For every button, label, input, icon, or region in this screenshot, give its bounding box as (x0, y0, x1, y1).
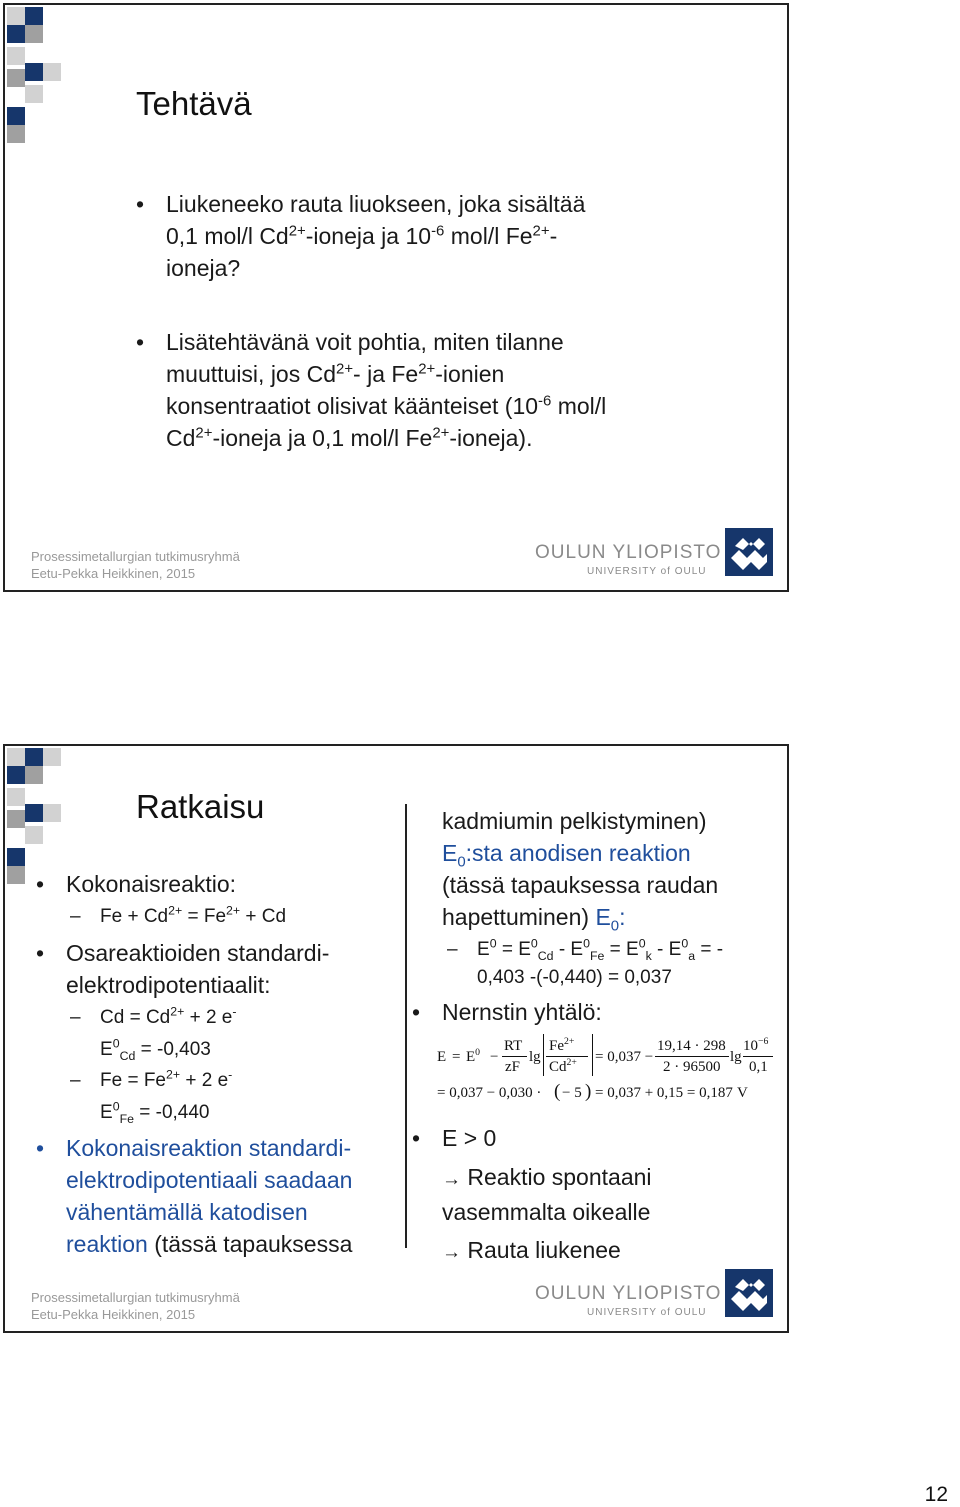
fraction-bar (655, 1056, 729, 1057)
fraction-bar (743, 1056, 773, 1057)
slide-tehtava: Tehtävä • Liukeneeko rauta liuokseen, joka sisältää 0,1 mol/l $Cd^{2+}$-ioneja ja $10^{-6}$ mol/l $Fe^{2+}-$ ioneja? • Lisätehtävänä voit pohtia, miten tilanne muuttuisi, jos $Cd^{2+}-$ ja $Fe^{2+}$-ionien konsentraatiot olisivat käänteiset ($10^{-6}$ mol/l $Cd^{2+}$-ioneja ja 0,1 mol/l $Fe^{2+}-ioneja$). Prosessimetallurgian tutkimusryhmä Eetu-Pekka Heikkinen, 2015 OULUN YLIOPISTO UNIVERSITY of OULU (3, 3, 789, 592)
fraction-bar (502, 1056, 527, 1057)
bullet-extra-task: • Lisätehtävänä voit pohtia, miten tilanne muuttuisi, jos $Cd^{2+}-$ ja $Fe^{2+}$-ionien konsentraatiot olisivat käänteiset ($10^{-6}$ mol/l $Cd^{2+}$-ioneja ja 0,1 mol/l $Fe^{2+}-ioneja$). (136, 329, 607, 451)
arrow-icon: → (442, 1169, 461, 1190)
slide-title: Ratkaisu (136, 788, 265, 825)
slide-ratkaisu: Ratkaisu • Kokonaisreaktio: – $Fe + Cd^{2+} = Fe^{2+} + Cd$ • Osareaktioiden standardi- elektrodipotentiaalit: – $Cd = Cd^{2+} + 2$ e- $E^0_{Cd} = -0,403$ – $Fe = Fe^{2+} + 2$ e- $E^0_{Fe} = -0,440$ • Kokonaisreaktion standardi- elektrodipotentiaali saadaan vähentämällä katodisen reaktion (tässä tapauksessa kadmiumin pelkistyminen) $E_0:sta$ anodisen reaktion (tässä tapauksessa raudan hapettuminen) $E_0$: – $E^0 = E^0_{Cd} - E^0_{Fe} = E^0_k - E^0_a$ = - 0,403 -(-0,440) = 0,037 • Nernstin yhtälö: E = $E^0$ − RT zF lg $Fe^{2+}$ $Cd^{2+}$ = 0,037 − 19,14 · 298 2 · 96500 lg $10^{-6}$ 0,1 = 0,037 − 0,030 · ( − 5 ) = 0,037 + 0,15 = 0,187 V • E > 0 → Reaktio spontaani vasemmalta oikealle → Rauta liukenee Prosessimetallurgian tutkimusryhmä Eetu-Pekka Heikkinen, 2015 OULUN YLIOPISTO UNIVERSITY of OULU (3, 744, 789, 1333)
bullet-question: • Liukeneeko rauta liuokseen, joka sisältää 0,1 mol/l $Cd^{2+}$-ioneja ja $10^{-6}$ mol/l $Fe^{2+}-$ ioneja? (136, 191, 586, 281)
half-reaction-cd: – $Cd = Cd^{2+} + 2$ e- (70, 1004, 237, 1028)
university-crest-icon (725, 1269, 773, 1317)
bullet-e-positive: • E > 0 (412, 1125, 497, 1151)
half-reaction-fe: – $Fe = Fe^{2+} + 2$ e- (70, 1067, 233, 1091)
page-number: 12 (924, 1483, 948, 1506)
potential-calculation: – $E^0 = E^0_{Cd} - E^0_{Fe} = E^0_k - E^0_a$ = - 0,403 -(-0,440) = 0,037 (447, 936, 724, 988)
potential-fe: $E^0_{Fe} = -0,440$ (100, 1099, 210, 1126)
university-crest-icon (725, 528, 773, 576)
column-divider (405, 804, 407, 1248)
conclusion: → Reaktio spontaani vasemmalta oikealle → Rauta liukenee (442, 1164, 652, 1263)
right-column-text: kadmiumin pelkistyminen) $E_0:sta$ anodisen reaktion (tässä tapauksessa raudan hapettuminen) $E_0$: (442, 808, 719, 935)
overall-reaction-equation: – $Fe + Cd^{2+} = Fe^{2+} + Cd$ (70, 903, 287, 927)
bullet-half-reactions: • Osareaktioiden standardi- elektrodipotentiaalit: (36, 940, 330, 998)
bullet-overall-potential: • Kokonaisreaktion standardi- elektrodipotentiaali saadaan vähentämällä katodisen reaktion (tässä tapauksessa (36, 1135, 353, 1257)
potential-cd: $E^0_{Cd} = -0,403$ (100, 1036, 211, 1063)
bullet-overall-reaction: • Kokonaisreaktio: (36, 871, 237, 897)
bullet-nernst: • Nernstin yhtälö: (412, 999, 602, 1025)
slide-title: Tehtävä (136, 85, 252, 122)
footer: Prosessimetallurgian tutkimusryhmä Eetu-Pekka Heikkinen, 2015 (31, 549, 240, 581)
arrow-icon: → (442, 1242, 461, 1263)
footer: Prosessimetallurgian tutkimusryhmä Eetu-Pekka Heikkinen, 2015 (31, 1290, 240, 1322)
